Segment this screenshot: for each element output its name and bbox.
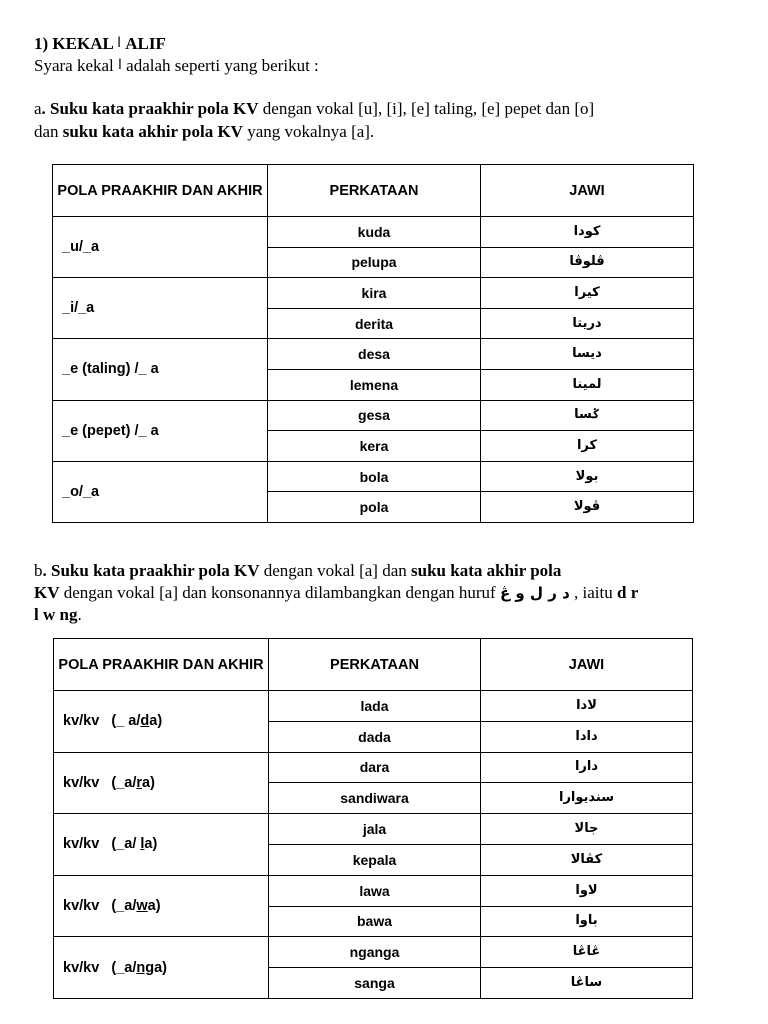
pattern-cell: _e (pepet) /_ a (53, 400, 268, 461)
word-cell: kera (268, 431, 481, 462)
table-row (53, 339, 694, 370)
col-header-word: PERKATAAN (268, 165, 481, 217)
jawi-cell: لاوا (481, 875, 693, 906)
intro-text-rest: adalah seperti yang berikut : (126, 56, 319, 75)
table-row (53, 400, 694, 431)
section-heading (34, 33, 166, 54)
pattern-underlined: r (136, 774, 143, 791)
section-b-line-2 (34, 583, 638, 603)
word-cell: kuda (268, 217, 481, 248)
table-row (53, 217, 694, 248)
pattern-underlined: ng (136, 959, 155, 976)
jawi-cell: سنديوارا (481, 783, 693, 814)
section-a-marker: a (34, 99, 42, 118)
col-header-pattern: POLA PRAAKHIR DAN AKHIR (53, 165, 268, 217)
jawi-cell: ݢسا (481, 400, 694, 431)
col-header-jawi: JAWI (481, 639, 693, 691)
pattern-cell: _e (taling) /_ a (53, 339, 268, 400)
pattern-text: a) (149, 713, 163, 730)
word-cell: gesa (268, 400, 481, 431)
section-b-bold: KV (34, 583, 60, 602)
table-row (53, 461, 694, 492)
pattern-cell: _u/_a (53, 217, 268, 278)
intro-text: Syara kekal (34, 56, 114, 75)
pattern-cell (54, 937, 269, 999)
pattern-cell (54, 691, 269, 753)
word-cell: bola (268, 461, 481, 492)
section-a-text: dan (34, 122, 63, 141)
jawi-letters: د ر ل و ڠ (499, 584, 570, 602)
word-cell: lawa (269, 875, 481, 906)
section-b-bold: suku kata akhir pola (411, 561, 562, 580)
jawi-cell: بولا (481, 461, 694, 492)
section-a-text: dengan vokal [u], [i], [e] taling, [e] pepet dan [o] (258, 99, 595, 118)
table-row (54, 814, 693, 845)
section-b-bold: d r (616, 583, 639, 602)
pattern-text: a) (144, 836, 158, 853)
table-b (53, 638, 693, 999)
jawi-cell: ديسا (481, 339, 694, 370)
alif-letter: ا (117, 35, 122, 51)
pattern-underlined: d (140, 713, 150, 730)
word-cell: sandiwara (269, 783, 481, 814)
word-cell: sanga (269, 968, 481, 999)
section-a-line-1 (34, 99, 594, 119)
jawi-cell: کڤالا (481, 844, 693, 875)
section-a-bold: suku kata akhir pola KV (62, 122, 243, 141)
pattern-cell (54, 814, 269, 876)
jawi-cell: لادا (481, 691, 693, 722)
col-header-word: PERKATAAN (269, 639, 481, 691)
section-b-bold: . Suku kata praakhir pola KV (42, 561, 260, 580)
pattern-underlined: w (136, 898, 148, 915)
jawi-cell: ڤلوڤا (481, 247, 694, 278)
section-b-text: . (77, 605, 82, 624)
table-row (53, 278, 694, 309)
pattern-cell: _i/_a (53, 278, 268, 339)
section-b-marker: b (34, 561, 43, 580)
alif-letter: ا (118, 57, 122, 73)
section-b-bold: l w ng (34, 605, 78, 624)
pattern-text: kv/kv (_a/ (63, 959, 137, 976)
jawi-cell: باوا (481, 906, 693, 937)
jawi-cell: لمينا (481, 369, 694, 400)
intro-paragraph (34, 55, 319, 76)
jawi-cell: کرا (481, 431, 694, 462)
jawi-cell: جالا (481, 814, 693, 845)
table-row (54, 752, 693, 783)
table-row (54, 875, 693, 906)
word-cell: desa (268, 339, 481, 370)
pattern-text: a) (147, 898, 161, 915)
jawi-cell: دارا (481, 752, 693, 783)
col-header-pattern: POLA PRAAKHIR DAN AKHIR (54, 639, 269, 691)
word-cell: derita (268, 308, 481, 339)
section-b-line-1 (34, 561, 561, 581)
pattern-cell (54, 752, 269, 814)
table-row (54, 937, 693, 968)
table-header-row (53, 165, 694, 217)
word-cell: dara (269, 752, 481, 783)
pattern-text: kv/kv (_ a/ (63, 713, 141, 730)
section-b-text: , iaitu (569, 583, 617, 602)
word-cell: bawa (269, 906, 481, 937)
jawi-cell: ڠاڠا (481, 937, 693, 968)
section-b-line-3 (34, 605, 82, 625)
section-a-line-2 (34, 122, 374, 142)
heading-title: 1) KEKAL (34, 34, 113, 53)
pattern-text: kv/kv (_a/ (63, 774, 137, 791)
pattern-text: kv/kv (_a/ (63, 898, 137, 915)
word-cell: jala (269, 814, 481, 845)
word-cell: pelupa (268, 247, 481, 278)
jawi-cell: دريتا (481, 308, 694, 339)
word-cell: nganga (269, 937, 481, 968)
jawi-cell: ڤولا (481, 492, 694, 523)
heading-title-rest: ALIF (125, 34, 166, 53)
jawi-cell: ساڠا (481, 968, 693, 999)
word-cell: kira (268, 278, 481, 309)
col-header-jawi: JAWI (481, 165, 694, 217)
section-b-text: dengan vokal [a] dan (259, 561, 412, 580)
jawi-cell: دادا (481, 721, 693, 752)
pattern-underlined: l (140, 836, 145, 853)
word-cell: dada (269, 721, 481, 752)
pattern-text: kv/kv (_a/ (63, 836, 141, 853)
jawi-cell: کيرا (481, 278, 694, 309)
table-row (54, 691, 693, 722)
section-a-bold: . Suku kata praakhir pola KV (41, 99, 259, 118)
section-b-text: dengan vokal [a] dan konsonannya dilambangkan dengan huruf (59, 583, 500, 602)
pattern-cell (54, 875, 269, 937)
word-cell: lada (269, 691, 481, 722)
word-cell: lemena (268, 369, 481, 400)
table-a (52, 164, 694, 523)
pattern-text: a) (142, 774, 155, 791)
pattern-text: a) (154, 959, 167, 976)
section-a-text: yang vokalnya [a]. (242, 122, 375, 141)
word-cell: pola (268, 492, 481, 523)
pattern-cell: _o/_a (53, 461, 268, 522)
table-header-row (54, 639, 693, 691)
jawi-cell: کودا (481, 217, 694, 248)
word-cell: kepala (269, 844, 481, 875)
